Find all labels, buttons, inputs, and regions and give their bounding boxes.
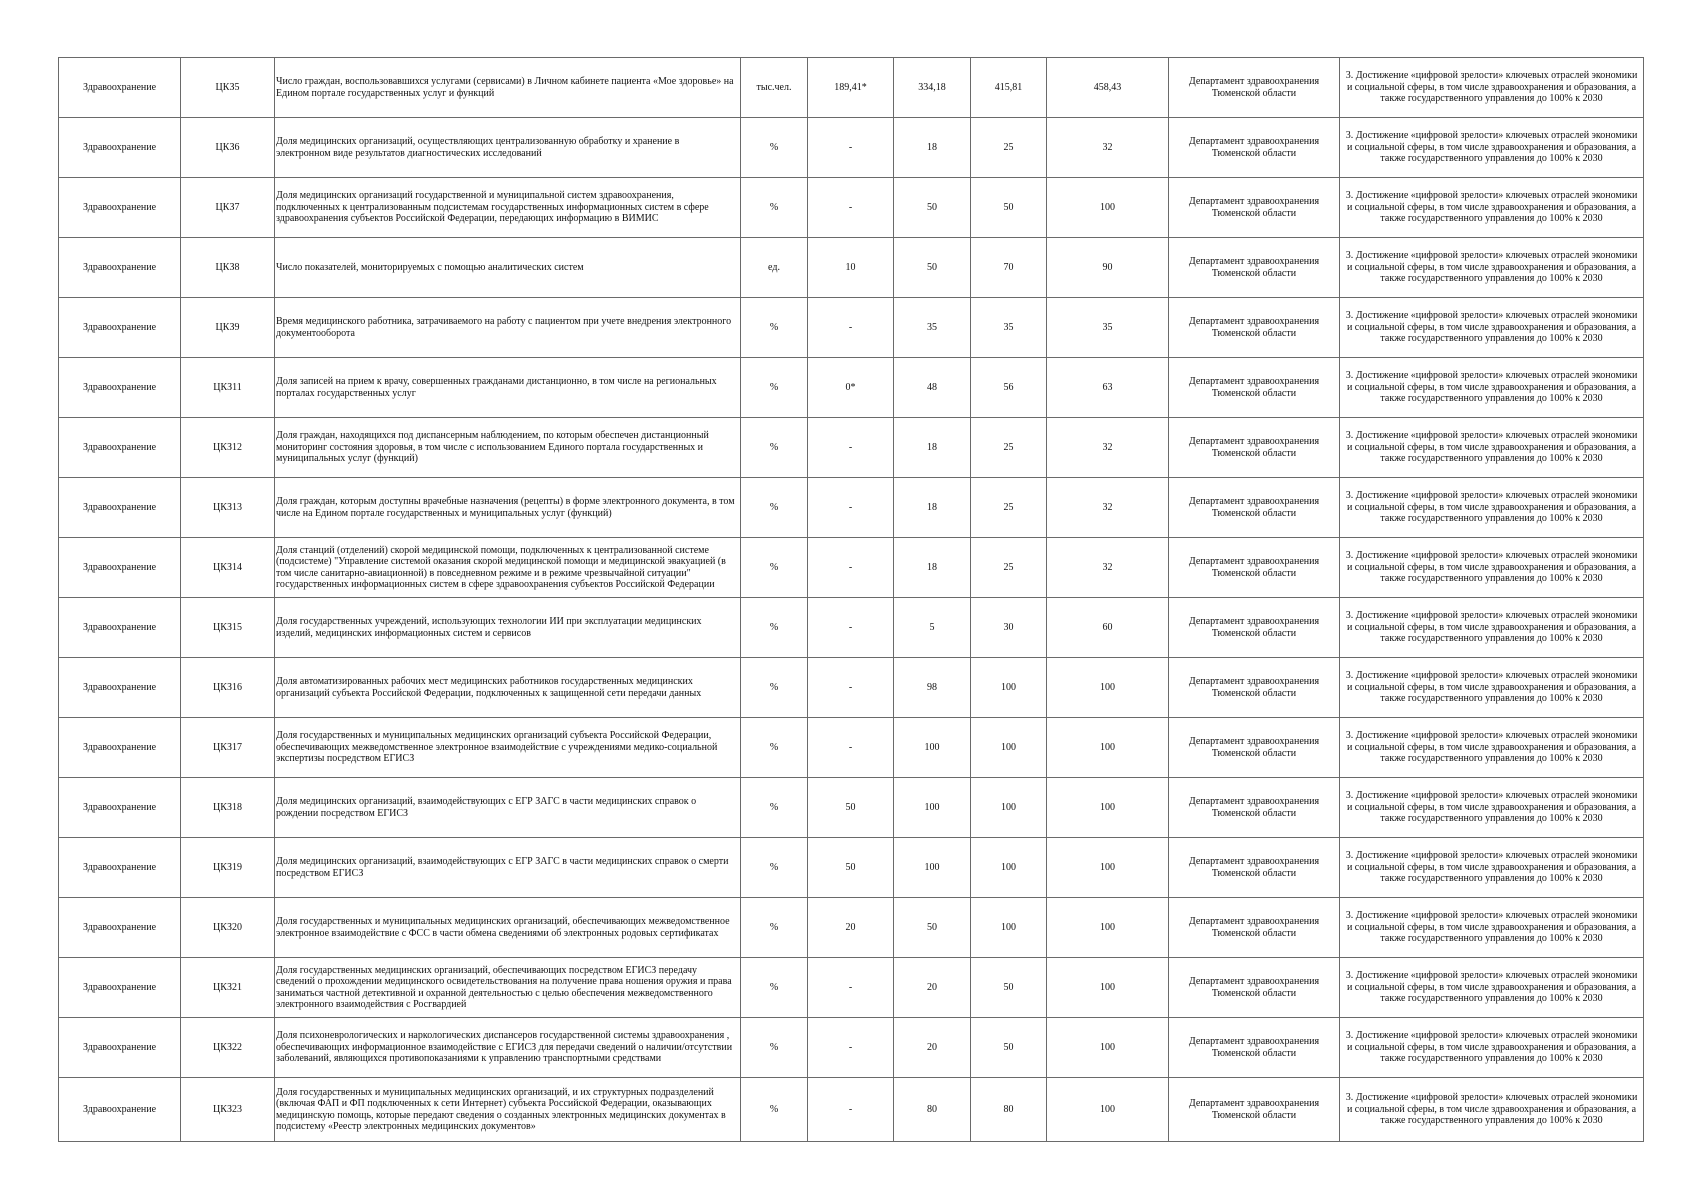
unit-cell: ед. — [741, 238, 808, 298]
indicators-table — [58, 57, 1644, 1142]
target-value-1-cell: 20 — [894, 1018, 971, 1078]
indicator-cell: Доля медицинских организаций, взаимодействующих с ЕГР ЗАГС в части медицинских справок о смерти посредством ЕГИСЗ — [275, 838, 741, 898]
code-cell: ЦКЗ13 — [181, 478, 275, 538]
base-value-cell: 20 — [808, 898, 894, 958]
sector-cell: Здравоохранение — [59, 598, 181, 658]
responsible-cell: Департамент здравоохранения Тюменской области — [1169, 118, 1340, 178]
target-value-3-cell: 100 — [1047, 1018, 1169, 1078]
table-row — [59, 358, 1644, 418]
indicator-cell: Доля автоматизированных рабочих мест медицинских работников государственных медицинских организаций субъекта Российской Федерации, подключенных к защищенной сети передачи данных — [275, 658, 741, 718]
indicator-cell: Доля государственных и муниципальных медицинских организаций субъекта Российской Федерации, обеспечивающих межведомственное электронное взаимодействие с учреждениями медико-социальной экспертизы посредством ЕГИСЗ — [275, 718, 741, 778]
target-value-3-cell: 32 — [1047, 538, 1169, 598]
code-cell: ЦКЗ20 — [181, 898, 275, 958]
target-value-1-cell: 80 — [894, 1078, 971, 1142]
unit-cell: % — [741, 538, 808, 598]
target-value-3-cell: 100 — [1047, 958, 1169, 1018]
table-row — [59, 178, 1644, 238]
goal-cell: 3. Достижение «цифровой зрелости» ключевых отраслей экономики и социальной сферы, в том числе здравоохранения и образования, а также государственного управления до 100% к 2030 — [1340, 598, 1644, 658]
table-row — [59, 58, 1644, 118]
code-cell: ЦКЗ16 — [181, 658, 275, 718]
responsible-cell: Департамент здравоохранения Тюменской области — [1169, 958, 1340, 1018]
target-value-2-cell: 100 — [971, 718, 1047, 778]
indicator-cell: Доля медицинских организаций, взаимодействующих с ЕГР ЗАГС в части медицинских справок о рождении посредством ЕГИСЗ — [275, 778, 741, 838]
base-value-cell: - — [808, 598, 894, 658]
target-value-1-cell: 18 — [894, 418, 971, 478]
base-value-cell: - — [808, 478, 894, 538]
responsible-cell: Департамент здравоохранения Тюменской области — [1169, 238, 1340, 298]
responsible-cell: Департамент здравоохранения Тюменской области — [1169, 298, 1340, 358]
indicator-cell: Доля государственных учреждений, использующих технологии ИИ при эксплуатации медицинских изделий, медицинских информационных систем и сервисов — [275, 598, 741, 658]
target-value-1-cell: 334,18 — [894, 58, 971, 118]
base-value-cell: 0* — [808, 358, 894, 418]
target-value-2-cell: 50 — [971, 178, 1047, 238]
code-cell: ЦКЗ17 — [181, 718, 275, 778]
target-value-1-cell: 18 — [894, 478, 971, 538]
target-value-1-cell: 18 — [894, 118, 971, 178]
unit-cell: % — [741, 658, 808, 718]
target-value-3-cell: 458,43 — [1047, 58, 1169, 118]
responsible-cell: Департамент здравоохранения Тюменской области — [1169, 598, 1340, 658]
target-value-3-cell: 32 — [1047, 418, 1169, 478]
target-value-3-cell: 60 — [1047, 598, 1169, 658]
responsible-cell: Департамент здравоохранения Тюменской области — [1169, 178, 1340, 238]
goal-cell: 3. Достижение «цифровой зрелости» ключевых отраслей экономики и социальной сферы, в том числе здравоохранения и образования, а также государственного управления до 100% к 2030 — [1340, 958, 1644, 1018]
target-value-2-cell: 100 — [971, 658, 1047, 718]
responsible-cell: Департамент здравоохранения Тюменской области — [1169, 478, 1340, 538]
code-cell: ЦКЗ15 — [181, 598, 275, 658]
responsible-cell: Департамент здравоохранения Тюменской области — [1169, 358, 1340, 418]
indicator-cell: Доля психоневрологических и наркологических диспансеров государственной системы здравоохранения , обеспечивающих информационное взаимодействие с ЕГИСЗ для передачи сведений о наличии/отсутствии заболеваний, являющихся противопоказаниями к управлению транспортными средствами — [275, 1018, 741, 1078]
code-cell: ЦКЗ9 — [181, 298, 275, 358]
sector-cell: Здравоохранение — [59, 538, 181, 598]
unit-cell: % — [741, 778, 808, 838]
unit-cell: % — [741, 838, 808, 898]
unit-cell: тыс.чел. — [741, 58, 808, 118]
sector-cell: Здравоохранение — [59, 958, 181, 1018]
code-cell: ЦКЗ22 — [181, 1018, 275, 1078]
target-value-1-cell: 50 — [894, 898, 971, 958]
responsible-cell: Департамент здравоохранения Тюменской области — [1169, 718, 1340, 778]
sector-cell: Здравоохранение — [59, 118, 181, 178]
sector-cell: Здравоохранение — [59, 1018, 181, 1078]
unit-cell: % — [741, 598, 808, 658]
table-row — [59, 898, 1644, 958]
indicator-cell: Доля станций (отделений) скорой медицинской помощи, подключенных к централизованной системе (подсистеме) "Управление системой оказания скорой медицинской помощи и медицинской эвакуацией (в том числе санитарно-авиационной) в повседневном режиме и в режиме чрезвычайной ситуации" государственных информационных систем в сфере здравоохранения субъектов Российской Федерации — [275, 538, 741, 598]
goal-cell: 3. Достижение «цифровой зрелости» ключевых отраслей экономики и социальной сферы, в том числе здравоохранения и образования, а также государственного управления до 100% к 2030 — [1340, 418, 1644, 478]
target-value-1-cell: 18 — [894, 538, 971, 598]
base-value-cell: 10 — [808, 238, 894, 298]
code-cell: ЦКЗ8 — [181, 238, 275, 298]
table-row — [59, 538, 1644, 598]
table-row — [59, 298, 1644, 358]
responsible-cell: Департамент здравоохранения Тюменской области — [1169, 1078, 1340, 1142]
target-value-3-cell: 100 — [1047, 658, 1169, 718]
goal-cell: 3. Достижение «цифровой зрелости» ключевых отраслей экономики и социальной сферы, в том числе здравоохранения и образования, а также государственного управления до 100% к 2030 — [1340, 1078, 1644, 1142]
sector-cell: Здравоохранение — [59, 58, 181, 118]
unit-cell: % — [741, 118, 808, 178]
unit-cell: % — [741, 898, 808, 958]
sector-cell: Здравоохранение — [59, 178, 181, 238]
base-value-cell: - — [808, 718, 894, 778]
target-value-1-cell: 98 — [894, 658, 971, 718]
unit-cell: % — [741, 358, 808, 418]
target-value-1-cell: 100 — [894, 838, 971, 898]
indicator-cell: Доля государственных медицинских организаций, обеспечивающих посредством ЕГИСЗ передачу сведений о прохождении медицинского освидетельствования на получение права ношения оружия и права заниматься частной детективной и охранной деятельностью с целью обеспечения межведомственного электронного взаимодействия с Росгвардией — [275, 958, 741, 1018]
sector-cell: Здравоохранение — [59, 658, 181, 718]
responsible-cell: Департамент здравоохранения Тюменской области — [1169, 418, 1340, 478]
target-value-2-cell: 30 — [971, 598, 1047, 658]
target-value-2-cell: 100 — [971, 838, 1047, 898]
target-value-3-cell: 35 — [1047, 298, 1169, 358]
target-value-3-cell: 100 — [1047, 1078, 1169, 1142]
base-value-cell: - — [808, 118, 894, 178]
table-row — [59, 1078, 1644, 1142]
goal-cell: 3. Достижение «цифровой зрелости» ключевых отраслей экономики и социальной сферы, в том числе здравоохранения и образования, а также государственного управления до 100% к 2030 — [1340, 778, 1644, 838]
code-cell: ЦКЗ6 — [181, 118, 275, 178]
sector-cell: Здравоохранение — [59, 418, 181, 478]
base-value-cell: - — [808, 958, 894, 1018]
target-value-2-cell: 35 — [971, 298, 1047, 358]
target-value-3-cell: 100 — [1047, 178, 1169, 238]
responsible-cell: Департамент здравоохранения Тюменской области — [1169, 898, 1340, 958]
target-value-2-cell: 50 — [971, 958, 1047, 1018]
responsible-cell: Департамент здравоохранения Тюменской области — [1169, 1018, 1340, 1078]
unit-cell: % — [741, 418, 808, 478]
sector-cell: Здравоохранение — [59, 238, 181, 298]
base-value-cell: 50 — [808, 778, 894, 838]
sector-cell: Здравоохранение — [59, 898, 181, 958]
target-value-1-cell: 5 — [894, 598, 971, 658]
responsible-cell: Департамент здравоохранения Тюменской области — [1169, 778, 1340, 838]
base-value-cell: 50 — [808, 838, 894, 898]
table-row — [59, 958, 1644, 1018]
indicator-cell: Доля медицинских организаций, осуществляющих централизованную обработку и хранение в электронном виде результатов диагностических исследований — [275, 118, 741, 178]
target-value-2-cell: 70 — [971, 238, 1047, 298]
table-row — [59, 598, 1644, 658]
target-value-1-cell: 100 — [894, 778, 971, 838]
target-value-2-cell: 56 — [971, 358, 1047, 418]
goal-cell: 3. Достижение «цифровой зрелости» ключевых отраслей экономики и социальной сферы, в том числе здравоохранения и образования, а также государственного управления до 100% к 2030 — [1340, 1018, 1644, 1078]
goal-cell: 3. Достижение «цифровой зрелости» ключевых отраслей экономики и социальной сферы, в том числе здравоохранения и образования, а также государственного управления до 100% к 2030 — [1340, 58, 1644, 118]
indicator-cell: Время медицинского работника, затрачиваемого на работу с пациентом при учете внедрения электронного документооборота — [275, 298, 741, 358]
table-row — [59, 118, 1644, 178]
target-value-1-cell: 50 — [894, 238, 971, 298]
target-value-2-cell: 25 — [971, 418, 1047, 478]
base-value-cell: - — [808, 298, 894, 358]
target-value-1-cell: 48 — [894, 358, 971, 418]
responsible-cell: Департамент здравоохранения Тюменской области — [1169, 658, 1340, 718]
table-row — [59, 418, 1644, 478]
goal-cell: 3. Достижение «цифровой зрелости» ключевых отраслей экономики и социальной сферы, в том числе здравоохранения и образования, а также государственного управления до 100% к 2030 — [1340, 358, 1644, 418]
table-row — [59, 478, 1644, 538]
target-value-3-cell: 100 — [1047, 838, 1169, 898]
responsible-cell: Департамент здравоохранения Тюменской области — [1169, 58, 1340, 118]
target-value-1-cell: 20 — [894, 958, 971, 1018]
sector-cell: Здравоохранение — [59, 838, 181, 898]
unit-cell: % — [741, 958, 808, 1018]
table-row — [59, 238, 1644, 298]
sector-cell: Здравоохранение — [59, 1078, 181, 1142]
goal-cell: 3. Достижение «цифровой зрелости» ключевых отраслей экономики и социальной сферы, в том числе здравоохранения и образования, а также государственного управления до 100% к 2030 — [1340, 118, 1644, 178]
goal-cell: 3. Достижение «цифровой зрелости» ключевых отраслей экономики и социальной сферы, в том числе здравоохранения и образования, а также государственного управления до 100% к 2030 — [1340, 658, 1644, 718]
target-value-3-cell: 100 — [1047, 778, 1169, 838]
indicator-cell: Число граждан, воспользовавшихся услугами (сервисами) в Личном кабинете пациента «Мое здоровье» на Едином портале государственных услуг и функций — [275, 58, 741, 118]
goal-cell: 3. Достижение «цифровой зрелости» ключевых отраслей экономики и социальной сферы, в том числе здравоохранения и образования, а также государственного управления до 100% к 2030 — [1340, 898, 1644, 958]
target-value-1-cell: 100 — [894, 718, 971, 778]
indicator-cell: Доля государственных и муниципальных медицинских организаций, и их структурных подразделений (включая ФАП и ФП подключенных к сети Интернет) субъекта Российской Федерации, оказывающих медицинскую помощь, которые передают сведения о созданных электронных медицинских документах в подсистему «Реестр электронных медицинских документов» — [275, 1078, 741, 1142]
indicator-cell: Доля государственных и муниципальных медицинских организаций, обеспечивающих межведомственное электронное взаимодействие с ФСС в части обмена сведениями об электронных родовых сертификатах — [275, 898, 741, 958]
target-value-3-cell: 32 — [1047, 118, 1169, 178]
target-value-1-cell: 50 — [894, 178, 971, 238]
base-value-cell: - — [808, 658, 894, 718]
goal-cell: 3. Достижение «цифровой зрелости» ключевых отраслей экономики и социальной сферы, в том числе здравоохранения и образования, а также государственного управления до 100% к 2030 — [1340, 238, 1644, 298]
table-row — [59, 718, 1644, 778]
code-cell: ЦКЗ21 — [181, 958, 275, 1018]
responsible-cell: Департамент здравоохранения Тюменской области — [1169, 538, 1340, 598]
code-cell: ЦКЗ5 — [181, 58, 275, 118]
base-value-cell: - — [808, 538, 894, 598]
goal-cell: 3. Достижение «цифровой зрелости» ключевых отраслей экономики и социальной сферы, в том числе здравоохранения и образования, а также государственного управления до 100% к 2030 — [1340, 718, 1644, 778]
target-value-3-cell: 32 — [1047, 478, 1169, 538]
sector-cell: Здравоохранение — [59, 478, 181, 538]
code-cell: ЦКЗ18 — [181, 778, 275, 838]
sector-cell: Здравоохранение — [59, 778, 181, 838]
unit-cell: % — [741, 178, 808, 238]
table-row — [59, 778, 1644, 838]
indicator-cell: Доля записей на прием к врачу, совершенных гражданами дистанционно, в том числе на региональных порталах государственных услуг — [275, 358, 741, 418]
target-value-1-cell: 35 — [894, 298, 971, 358]
target-value-2-cell: 100 — [971, 898, 1047, 958]
goal-cell: 3. Достижение «цифровой зрелости» ключевых отраслей экономики и социальной сферы, в том числе здравоохранения и образования, а также государственного управления до 100% к 2030 — [1340, 178, 1644, 238]
unit-cell: % — [741, 1078, 808, 1142]
target-value-2-cell: 25 — [971, 478, 1047, 538]
table-row — [59, 838, 1644, 898]
target-value-2-cell: 50 — [971, 1018, 1047, 1078]
code-cell: ЦКЗ23 — [181, 1078, 275, 1142]
goal-cell: 3. Достижение «цифровой зрелости» ключевых отраслей экономики и социальной сферы, в том числе здравоохранения и образования, а также государственного управления до 100% к 2030 — [1340, 298, 1644, 358]
target-value-2-cell: 25 — [971, 118, 1047, 178]
code-cell: ЦКЗ14 — [181, 538, 275, 598]
target-value-2-cell: 25 — [971, 538, 1047, 598]
indicator-cell: Число показателей, мониторируемых с помощью аналитических систем — [275, 238, 741, 298]
unit-cell: % — [741, 478, 808, 538]
base-value-cell: - — [808, 418, 894, 478]
goal-cell: 3. Достижение «цифровой зрелости» ключевых отраслей экономики и социальной сферы, в том числе здравоохранения и образования, а также государственного управления до 100% к 2030 — [1340, 838, 1644, 898]
target-value-3-cell: 100 — [1047, 898, 1169, 958]
indicator-cell: Доля медицинских организаций государственной и муниципальной систем здравоохранения, подключенных к централизованным подсистемам государственных информационных систем в сфере здравоохранения субъектов Российской Федерации, передающих информацию в ВИМИС — [275, 178, 741, 238]
unit-cell: % — [741, 298, 808, 358]
goal-cell: 3. Достижение «цифровой зрелости» ключевых отраслей экономики и социальной сферы, в том числе здравоохранения и образования, а также государственного управления до 100% к 2030 — [1340, 538, 1644, 598]
code-cell: ЦКЗ19 — [181, 838, 275, 898]
sector-cell: Здравоохранение — [59, 358, 181, 418]
sector-cell: Здравоохранение — [59, 718, 181, 778]
table-row — [59, 1018, 1644, 1078]
unit-cell: % — [741, 1018, 808, 1078]
target-value-3-cell: 90 — [1047, 238, 1169, 298]
sector-cell: Здравоохранение — [59, 298, 181, 358]
base-value-cell: - — [808, 1078, 894, 1142]
indicators-table-body — [59, 58, 1644, 1142]
target-value-3-cell: 63 — [1047, 358, 1169, 418]
indicator-cell: Доля граждан, которым доступны врачебные назначения (рецепты) в форме электронного документа, в том числе на Едином портале государственных и муниципальных услуг (функций) — [275, 478, 741, 538]
target-value-3-cell: 100 — [1047, 718, 1169, 778]
base-value-cell: 189,41* — [808, 58, 894, 118]
base-value-cell: - — [808, 178, 894, 238]
table-row — [59, 658, 1644, 718]
goal-cell: 3. Достижение «цифровой зрелости» ключевых отраслей экономики и социальной сферы, в том числе здравоохранения и образования, а также государственного управления до 100% к 2030 — [1340, 478, 1644, 538]
base-value-cell: - — [808, 1018, 894, 1078]
unit-cell: % — [741, 718, 808, 778]
code-cell: ЦКЗ11 — [181, 358, 275, 418]
target-value-2-cell: 415,81 — [971, 58, 1047, 118]
target-value-2-cell: 100 — [971, 778, 1047, 838]
code-cell: ЦКЗ7 — [181, 178, 275, 238]
code-cell: ЦКЗ12 — [181, 418, 275, 478]
target-value-2-cell: 80 — [971, 1078, 1047, 1142]
indicator-cell: Доля граждан, находящихся под диспансерным наблюдением, по которым обеспечен дистанционный мониторинг состояния здоровья, в том числе с использованием Единого портала государственных и муниципальных услуг (функций) — [275, 418, 741, 478]
responsible-cell: Департамент здравоохранения Тюменской области — [1169, 838, 1340, 898]
